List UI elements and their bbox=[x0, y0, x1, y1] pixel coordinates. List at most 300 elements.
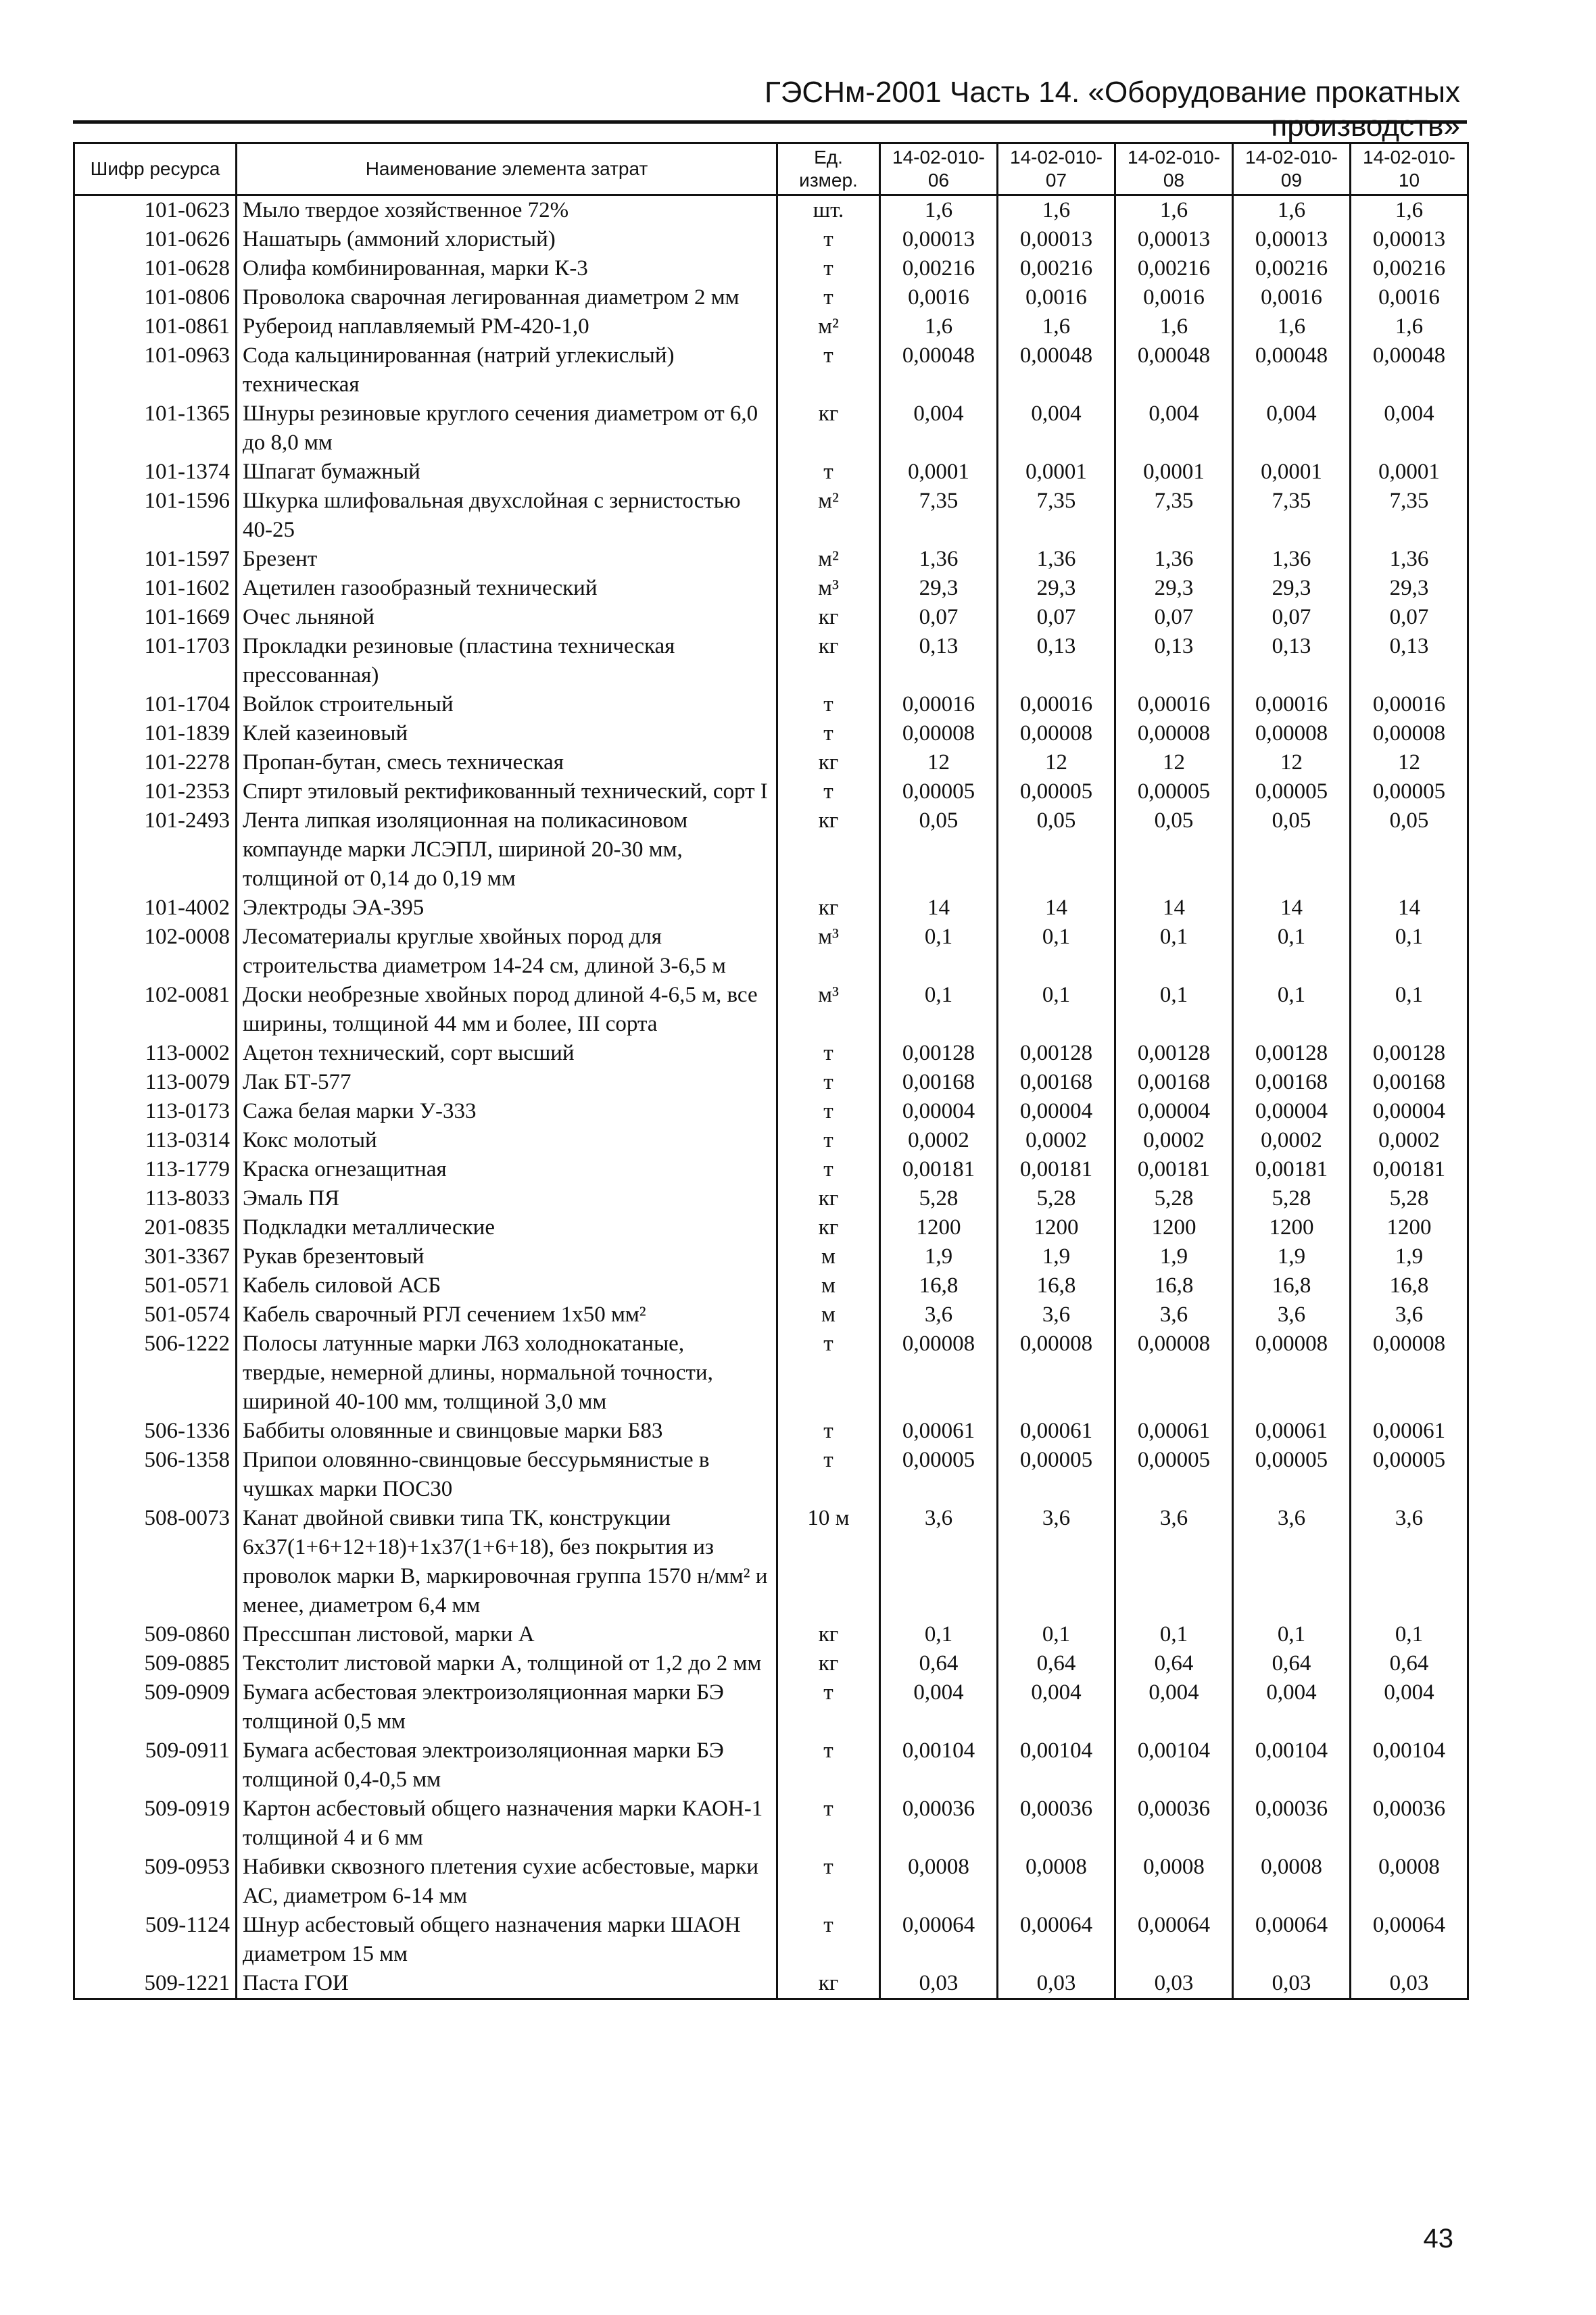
table-row bbox=[74, 283, 1468, 312]
resource-value-col-3: 0,05 bbox=[1115, 806, 1233, 894]
table-row bbox=[74, 719, 1468, 748]
resource-value-col-1: 0,13 bbox=[880, 632, 998, 690]
resource-unit: т bbox=[777, 1911, 880, 1969]
resource-unit: м bbox=[777, 1271, 880, 1300]
resource-value-col-4: 0,00013 bbox=[1233, 225, 1351, 254]
resource-value-col-5: 29,3 bbox=[1351, 574, 1468, 603]
resource-value-col-1: 0,64 bbox=[880, 1649, 998, 1678]
resource-code: 113-0002 bbox=[74, 1039, 237, 1068]
table-row bbox=[74, 1911, 1468, 1969]
resource-value-col-1: 1,6 bbox=[880, 312, 998, 341]
resource-unit: т bbox=[777, 254, 880, 283]
table-row bbox=[74, 1649, 1468, 1678]
resource-value-col-5: 0,00005 bbox=[1351, 777, 1468, 806]
resource-name: Электроды ЭА-395 bbox=[237, 894, 777, 923]
page-number: 43 bbox=[1423, 2224, 1453, 2253]
header-rule bbox=[73, 120, 1467, 124]
resource-value-col-1: 0,004 bbox=[880, 399, 998, 458]
resource-code: 101-4002 bbox=[74, 894, 237, 923]
resource-value-col-1: 1,36 bbox=[880, 545, 998, 574]
resource-value-col-3: 0,0002 bbox=[1115, 1126, 1233, 1155]
resource-name: Сода кальцинированная (натрий углекислый) техническая bbox=[237, 341, 777, 399]
resource-value-col-2: 1,36 bbox=[998, 545, 1115, 574]
resource-code: 509-0885 bbox=[74, 1649, 237, 1678]
resource-value-col-5: 0,13 bbox=[1351, 632, 1468, 690]
resource-value-col-5: 0,00008 bbox=[1351, 719, 1468, 748]
resource-code: 102-0008 bbox=[74, 923, 237, 981]
resource-value-col-5: 5,28 bbox=[1351, 1184, 1468, 1213]
resource-name: Лак БТ-577 bbox=[237, 1068, 777, 1097]
resource-value-col-4: 16,8 bbox=[1233, 1271, 1351, 1300]
resource-code: 509-0911 bbox=[74, 1736, 237, 1795]
resource-value-col-4: 1,9 bbox=[1233, 1242, 1351, 1271]
resource-value-col-3: 0,00104 bbox=[1115, 1736, 1233, 1795]
resource-name: Спирт этиловый ректификованный технический, сорт I bbox=[237, 777, 777, 806]
resource-value-col-3: 0,004 bbox=[1115, 399, 1233, 458]
resource-value-col-4: 0,004 bbox=[1233, 1678, 1351, 1736]
resource-value-col-2: 0,00036 bbox=[998, 1795, 1115, 1853]
resource-value-col-4: 0,05 bbox=[1233, 806, 1351, 894]
resource-value-col-4: 0,00061 bbox=[1233, 1417, 1351, 1446]
page-header-title: ГЭСНм-2001 Часть 14. «Оборудование прокатных производств» bbox=[764, 76, 1460, 143]
resource-unit: кг bbox=[777, 632, 880, 690]
resource-value-col-5: 0,00104 bbox=[1351, 1736, 1468, 1795]
resource-value-col-2: 3,6 bbox=[998, 1504, 1115, 1620]
resource-unit: т bbox=[777, 1417, 880, 1446]
resource-value-col-1: 0,1 bbox=[880, 1620, 998, 1649]
resource-code: 101-2493 bbox=[74, 806, 237, 894]
resource-value-col-2: 12 bbox=[998, 748, 1115, 777]
resource-value-col-3: 0,0008 bbox=[1115, 1853, 1233, 1911]
resource-value-col-3: 0,00048 bbox=[1115, 341, 1233, 399]
resource-name: Прессшпан листовой, марки А bbox=[237, 1620, 777, 1649]
resource-value-col-5: 1,6 bbox=[1351, 312, 1468, 341]
table-row bbox=[74, 1271, 1468, 1300]
resource-value-col-5: 12 bbox=[1351, 748, 1468, 777]
header-col-1: 14-02-010-06 bbox=[880, 143, 998, 195]
resource-value-col-5: 0,0002 bbox=[1351, 1126, 1468, 1155]
resource-value-col-3: 0,00008 bbox=[1115, 1330, 1233, 1417]
resource-code: 508-0073 bbox=[74, 1504, 237, 1620]
resource-value-col-1: 0,00048 bbox=[880, 341, 998, 399]
resource-value-col-1: 29,3 bbox=[880, 574, 998, 603]
resource-unit: 10 м bbox=[777, 1504, 880, 1620]
resource-value-col-5: 0,03 bbox=[1351, 1969, 1468, 1999]
resource-value-col-4: 0,00168 bbox=[1233, 1068, 1351, 1097]
resource-code: 501-0571 bbox=[74, 1271, 237, 1300]
resource-value-col-5: 0,00216 bbox=[1351, 254, 1468, 283]
resource-value-col-4: 0,00005 bbox=[1233, 777, 1351, 806]
resource-value-col-3: 0,00216 bbox=[1115, 254, 1233, 283]
resource-unit: т bbox=[777, 690, 880, 719]
resource-name: Набивки сквозного плетения сухие асбестовые, марки АС, диаметром 6-14 мм bbox=[237, 1853, 777, 1911]
resource-value-col-1: 3,6 bbox=[880, 1300, 998, 1330]
resource-value-col-4: 3,6 bbox=[1233, 1300, 1351, 1330]
resource-name: Пропан-бутан, смесь техническая bbox=[237, 748, 777, 777]
resource-value-col-2: 7,35 bbox=[998, 487, 1115, 545]
table-row bbox=[74, 894, 1468, 923]
table-row bbox=[74, 458, 1468, 487]
table-header-row bbox=[74, 143, 1468, 195]
table-row bbox=[74, 1795, 1468, 1853]
table-row bbox=[74, 1068, 1468, 1097]
resource-value-col-5: 0,00128 bbox=[1351, 1039, 1468, 1068]
resource-value-col-5: 1,36 bbox=[1351, 545, 1468, 574]
resource-value-col-2: 0,03 bbox=[998, 1969, 1115, 1999]
resource-value-col-5: 0,0001 bbox=[1351, 458, 1468, 487]
resource-name: Текстолит листовой марки А, толщиной от 1,2 до 2 мм bbox=[237, 1649, 777, 1678]
resource-unit: м³ bbox=[777, 981, 880, 1039]
resource-value-col-2: 0,13 bbox=[998, 632, 1115, 690]
table-row bbox=[74, 195, 1468, 226]
resource-value-col-3: 1,6 bbox=[1115, 312, 1233, 341]
resource-name: Прокладки резиновые (пластина техническая прессованная) bbox=[237, 632, 777, 690]
resource-name: Проволока сварочная легированная диаметром 2 мм bbox=[237, 283, 777, 312]
resource-name: Краска огнезащитная bbox=[237, 1155, 777, 1184]
resource-unit: т bbox=[777, 458, 880, 487]
resource-value-col-4: 0,1 bbox=[1233, 1620, 1351, 1649]
resource-code: 102-0081 bbox=[74, 981, 237, 1039]
resource-value-col-3: 0,00128 bbox=[1115, 1039, 1233, 1068]
resource-name: Лесоматериалы круглые хвойных пород для строительства диаметром 14-24 см, длиной 3-6,5 м bbox=[237, 923, 777, 981]
resource-code: 113-0173 bbox=[74, 1097, 237, 1126]
resource-unit: кг bbox=[777, 1184, 880, 1213]
resource-value-col-1: 0,004 bbox=[880, 1678, 998, 1736]
resource-unit: м bbox=[777, 1300, 880, 1330]
resource-name: Полосы латунные марки Л63 холоднокатаные, твердые, немерной длины, нормальной точности, шириной 40-100 мм, толщиной 3,0 мм bbox=[237, 1330, 777, 1417]
resource-name: Шнур асбестовый общего назначения марки ШАОН диаметром 15 мм bbox=[237, 1911, 777, 1969]
resource-name: Доски необрезные хвойных пород длиной 4-6,5 м, все ширины, толщиной 44 мм и более, III сорта bbox=[237, 981, 777, 1039]
resource-code: 113-0079 bbox=[74, 1068, 237, 1097]
resource-value-col-4: 0,00048 bbox=[1233, 341, 1351, 399]
resource-name: Канат двойной свивки типа ТК, конструкции 6х37(1+6+12+18)+1х37(1+6+18), без покрытия из проволок марки В, маркировочная группа 1570 н/мм² и менее, диаметром 6,4 мм bbox=[237, 1504, 777, 1620]
resource-value-col-4: 0,0008 bbox=[1233, 1853, 1351, 1911]
resource-name: Рукав брезентовый bbox=[237, 1242, 777, 1271]
resource-value-col-2: 0,00064 bbox=[998, 1911, 1115, 1969]
resource-unit: т bbox=[777, 1068, 880, 1097]
resource-unit: кг bbox=[777, 1620, 880, 1649]
resource-name: Бумага асбестовая электроизоляционная марки БЭ толщиной 0,4-0,5 мм bbox=[237, 1736, 777, 1795]
resource-value-col-2: 1,9 bbox=[998, 1242, 1115, 1271]
resource-value-col-4: 12 bbox=[1233, 748, 1351, 777]
table-row bbox=[74, 1417, 1468, 1446]
table-row bbox=[74, 487, 1468, 545]
resource-value-col-5: 0,00008 bbox=[1351, 1330, 1468, 1417]
resource-value-col-1: 14 bbox=[880, 894, 998, 923]
resource-unit: кг bbox=[777, 1213, 880, 1242]
resource-unit: м³ bbox=[777, 923, 880, 981]
resource-value-col-1: 1,6 bbox=[880, 195, 998, 226]
resource-value-col-1: 0,00008 bbox=[880, 1330, 998, 1417]
header-name: Наименование элемента затрат bbox=[237, 143, 777, 195]
resource-value-col-5: 0,004 bbox=[1351, 399, 1468, 458]
resource-value-col-3: 0,00168 bbox=[1115, 1068, 1233, 1097]
table-row bbox=[74, 341, 1468, 399]
resource-value-col-2: 0,004 bbox=[998, 399, 1115, 458]
resource-value-col-1: 0,00004 bbox=[880, 1097, 998, 1126]
resource-name: Очес льняной bbox=[237, 603, 777, 632]
table-row bbox=[74, 1242, 1468, 1271]
resource-value-col-5: 0,00181 bbox=[1351, 1155, 1468, 1184]
header-code: Шифр ресурса bbox=[74, 143, 237, 195]
resource-value-col-5: 1,6 bbox=[1351, 195, 1468, 226]
resource-value-col-2: 0,0001 bbox=[998, 458, 1115, 487]
resource-code: 101-1596 bbox=[74, 487, 237, 545]
table-row bbox=[74, 1330, 1468, 1417]
resource-code: 113-0314 bbox=[74, 1126, 237, 1155]
resource-value-col-2: 1,6 bbox=[998, 195, 1115, 226]
resource-value-col-3: 0,00013 bbox=[1115, 225, 1233, 254]
resource-value-col-1: 0,0002 bbox=[880, 1126, 998, 1155]
resource-name: Брезент bbox=[237, 545, 777, 574]
table-row bbox=[74, 806, 1468, 894]
resource-unit: т bbox=[777, 1446, 880, 1504]
resource-value-col-4: 1,6 bbox=[1233, 312, 1351, 341]
header-col-4: 14-02-010-09 bbox=[1233, 143, 1351, 195]
resource-value-col-1: 0,00005 bbox=[880, 1446, 998, 1504]
resource-code: 101-0626 bbox=[74, 225, 237, 254]
resource-value-col-3: 0,00016 bbox=[1115, 690, 1233, 719]
resource-value-col-1: 1,9 bbox=[880, 1242, 998, 1271]
resource-value-col-5: 16,8 bbox=[1351, 1271, 1468, 1300]
resource-value-col-3: 0,00181 bbox=[1115, 1155, 1233, 1184]
resource-value-col-3: 14 bbox=[1115, 894, 1233, 923]
resource-value-col-5: 0,64 bbox=[1351, 1649, 1468, 1678]
header-col-3: 14-02-010-08 bbox=[1115, 143, 1233, 195]
resource-value-col-5: 0,00013 bbox=[1351, 225, 1468, 254]
resource-name: Эмаль ПЯ bbox=[237, 1184, 777, 1213]
resource-value-col-5: 1,9 bbox=[1351, 1242, 1468, 1271]
resource-unit: т bbox=[777, 777, 880, 806]
resource-value-col-4: 0,00036 bbox=[1233, 1795, 1351, 1853]
table-row bbox=[74, 777, 1468, 806]
resource-value-col-4: 0,07 bbox=[1233, 603, 1351, 632]
resource-value-col-1: 0,00104 bbox=[880, 1736, 998, 1795]
resource-unit: м² bbox=[777, 312, 880, 341]
resource-value-col-1: 0,00216 bbox=[880, 254, 998, 283]
resource-unit: м bbox=[777, 1242, 880, 1271]
resource-unit: м² bbox=[777, 545, 880, 574]
resource-value-col-5: 0,00064 bbox=[1351, 1911, 1468, 1969]
resource-value-col-3: 0,00008 bbox=[1115, 719, 1233, 748]
resource-unit: т bbox=[777, 341, 880, 399]
resource-value-col-3: 0,00004 bbox=[1115, 1097, 1233, 1126]
table-row bbox=[74, 632, 1468, 690]
resource-value-col-5: 0,00061 bbox=[1351, 1417, 1468, 1446]
resource-name: Кабель сварочный РГЛ сечением 1х50 мм² bbox=[237, 1300, 777, 1330]
resource-value-col-1: 7,35 bbox=[880, 487, 998, 545]
resource-value-col-5: 0,004 bbox=[1351, 1678, 1468, 1736]
resource-name: Паста ГОИ bbox=[237, 1969, 777, 1999]
resource-value-col-2: 0,05 bbox=[998, 806, 1115, 894]
resource-value-col-3: 1,9 bbox=[1115, 1242, 1233, 1271]
resource-code: 101-1669 bbox=[74, 603, 237, 632]
resource-code: 101-1602 bbox=[74, 574, 237, 603]
resource-unit: т bbox=[777, 225, 880, 254]
resource-code: 101-1597 bbox=[74, 545, 237, 574]
resource-code: 509-0860 bbox=[74, 1620, 237, 1649]
resource-unit: т bbox=[777, 1678, 880, 1736]
resource-value-col-1: 0,1 bbox=[880, 923, 998, 981]
table-row bbox=[74, 1446, 1468, 1504]
resource-value-col-2: 0,00008 bbox=[998, 719, 1115, 748]
table-row bbox=[74, 748, 1468, 777]
resource-name: Шнуры резиновые круглого сечения диаметром от 6,0 до 8,0 мм bbox=[237, 399, 777, 458]
resource-value-col-4: 0,13 bbox=[1233, 632, 1351, 690]
resource-value-col-2: 1,6 bbox=[998, 312, 1115, 341]
resource-value-col-5: 3,6 bbox=[1351, 1504, 1468, 1620]
table-row bbox=[74, 1097, 1468, 1126]
resource-value-col-3: 0,64 bbox=[1115, 1649, 1233, 1678]
header-unit: Ед. измер. bbox=[777, 143, 880, 195]
resource-value-col-1: 0,00181 bbox=[880, 1155, 998, 1184]
table-row bbox=[74, 923, 1468, 981]
resource-code: 101-2353 bbox=[74, 777, 237, 806]
resource-value-col-2: 16,8 bbox=[998, 1271, 1115, 1300]
resource-value-col-3: 0,1 bbox=[1115, 1620, 1233, 1649]
resource-value-col-5: 14 bbox=[1351, 894, 1468, 923]
resource-unit: кг bbox=[777, 806, 880, 894]
table-row bbox=[74, 1126, 1468, 1155]
resource-name: Ацетон технический, сорт высший bbox=[237, 1039, 777, 1068]
resource-code: 101-1365 bbox=[74, 399, 237, 458]
resource-value-col-1: 0,0001 bbox=[880, 458, 998, 487]
resource-unit: кг bbox=[777, 603, 880, 632]
table-row bbox=[74, 1969, 1468, 1999]
resource-value-col-2: 0,00168 bbox=[998, 1068, 1115, 1097]
resource-value-col-3: 0,03 bbox=[1115, 1969, 1233, 1999]
resource-value-col-5: 7,35 bbox=[1351, 487, 1468, 545]
resource-value-col-1: 5,28 bbox=[880, 1184, 998, 1213]
resource-value-col-5: 0,00168 bbox=[1351, 1068, 1468, 1097]
resource-value-col-4: 5,28 bbox=[1233, 1184, 1351, 1213]
resource-code: 101-0623 bbox=[74, 195, 237, 226]
resource-value-col-3: 0,004 bbox=[1115, 1678, 1233, 1736]
resource-value-col-2: 0,004 bbox=[998, 1678, 1115, 1736]
resource-unit: м³ bbox=[777, 574, 880, 603]
resource-name: Олифа комбинированная, марки К-3 bbox=[237, 254, 777, 283]
resource-value-col-3: 0,0001 bbox=[1115, 458, 1233, 487]
resource-code: 301-3367 bbox=[74, 1242, 237, 1271]
resource-value-col-1: 3,6 bbox=[880, 1504, 998, 1620]
resource-value-col-3: 5,28 bbox=[1115, 1184, 1233, 1213]
table-row bbox=[74, 1504, 1468, 1620]
resource-value-col-2: 0,1 bbox=[998, 981, 1115, 1039]
resource-value-col-4: 7,35 bbox=[1233, 487, 1351, 545]
resource-unit: кг bbox=[777, 894, 880, 923]
resource-value-col-2: 0,00128 bbox=[998, 1039, 1115, 1068]
resource-name: Баббиты оловянные и свинцовые марки Б83 bbox=[237, 1417, 777, 1446]
resource-unit: т bbox=[777, 283, 880, 312]
resource-code: 101-0806 bbox=[74, 283, 237, 312]
resource-value-col-2: 0,00104 bbox=[998, 1736, 1115, 1795]
resource-code: 101-2278 bbox=[74, 748, 237, 777]
resource-value-col-2: 0,00216 bbox=[998, 254, 1115, 283]
resource-code: 113-1779 bbox=[74, 1155, 237, 1184]
resource-value-col-4: 0,1 bbox=[1233, 981, 1351, 1039]
resource-value-col-5: 0,0008 bbox=[1351, 1853, 1468, 1911]
resource-value-col-2: 0,64 bbox=[998, 1649, 1115, 1678]
resource-value-col-1: 0,00168 bbox=[880, 1068, 998, 1097]
resource-value-col-3: 16,8 bbox=[1115, 1271, 1233, 1300]
resource-value-col-4: 14 bbox=[1233, 894, 1351, 923]
resource-value-col-2: 0,00048 bbox=[998, 341, 1115, 399]
header-col-5: 14-02-010-10 bbox=[1351, 143, 1468, 195]
resource-unit: кг bbox=[777, 1649, 880, 1678]
resource-value-col-1: 0,00036 bbox=[880, 1795, 998, 1853]
resource-value-col-3: 0,00036 bbox=[1115, 1795, 1233, 1853]
header-col-2: 14-02-010-07 bbox=[998, 143, 1115, 195]
resource-value-col-1: 0,00016 bbox=[880, 690, 998, 719]
resource-code: 501-0574 bbox=[74, 1300, 237, 1330]
resource-value-col-5: 0,00048 bbox=[1351, 341, 1468, 399]
resource-value-col-2: 0,00061 bbox=[998, 1417, 1115, 1446]
resource-value-col-1: 0,00064 bbox=[880, 1911, 998, 1969]
resource-value-col-4: 0,00005 bbox=[1233, 1446, 1351, 1504]
table-row bbox=[74, 981, 1468, 1039]
resource-value-col-3: 1,6 bbox=[1115, 195, 1233, 226]
resource-value-col-4: 0,0001 bbox=[1233, 458, 1351, 487]
resource-value-col-5: 0,1 bbox=[1351, 1620, 1468, 1649]
resource-value-col-2: 0,07 bbox=[998, 603, 1115, 632]
resource-value-col-1: 0,00128 bbox=[880, 1039, 998, 1068]
resource-value-col-4: 1,36 bbox=[1233, 545, 1351, 574]
table-row bbox=[74, 254, 1468, 283]
table-row bbox=[74, 225, 1468, 254]
resource-value-col-3: 0,00005 bbox=[1115, 1446, 1233, 1504]
resource-value-col-2: 0,00005 bbox=[998, 777, 1115, 806]
resource-value-col-1: 0,0008 bbox=[880, 1853, 998, 1911]
resource-value-col-1: 16,8 bbox=[880, 1271, 998, 1300]
resource-value-col-3: 7,35 bbox=[1115, 487, 1233, 545]
resource-value-col-3: 3,6 bbox=[1115, 1504, 1233, 1620]
resource-name: Шкурка шлифовальная двухслойная с зернистостью 40-25 bbox=[237, 487, 777, 545]
resource-value-col-5: 0,1 bbox=[1351, 981, 1468, 1039]
resource-value-col-4: 0,00008 bbox=[1233, 1330, 1351, 1417]
resource-value-col-2: 3,6 bbox=[998, 1300, 1115, 1330]
resource-value-col-4: 1,6 bbox=[1233, 195, 1351, 226]
resource-value-col-2: 1200 bbox=[998, 1213, 1115, 1242]
resource-value-col-3: 0,1 bbox=[1115, 981, 1233, 1039]
resource-value-col-4: 0,00181 bbox=[1233, 1155, 1351, 1184]
resource-value-col-5: 0,1 bbox=[1351, 923, 1468, 981]
resource-value-col-3: 0,00064 bbox=[1115, 1911, 1233, 1969]
resource-value-col-2: 0,1 bbox=[998, 923, 1115, 981]
resource-value-col-3: 0,07 bbox=[1115, 603, 1233, 632]
resource-name: Рубероид наплавляемый РМ-420-1,0 bbox=[237, 312, 777, 341]
resource-value-col-5: 0,00004 bbox=[1351, 1097, 1468, 1126]
resource-value-col-4: 0,00004 bbox=[1233, 1097, 1351, 1126]
resource-code: 509-1221 bbox=[74, 1969, 237, 1999]
resource-value-col-4: 0,1 bbox=[1233, 923, 1351, 981]
resource-value-col-5: 0,00036 bbox=[1351, 1795, 1468, 1853]
resource-value-col-3: 29,3 bbox=[1115, 574, 1233, 603]
resource-unit: т bbox=[777, 1795, 880, 1853]
resource-unit: кг bbox=[777, 748, 880, 777]
resource-unit: т bbox=[777, 719, 880, 748]
resource-code: 101-0861 bbox=[74, 312, 237, 341]
table-row bbox=[74, 603, 1468, 632]
resource-value-col-5: 0,0016 bbox=[1351, 283, 1468, 312]
resource-value-col-5: 0,00005 bbox=[1351, 1446, 1468, 1504]
resource-value-col-1: 0,00008 bbox=[880, 719, 998, 748]
table-row bbox=[74, 1155, 1468, 1184]
resource-code: 509-0953 bbox=[74, 1853, 237, 1911]
resource-unit: шт. bbox=[777, 195, 880, 226]
resource-code: 101-1703 bbox=[74, 632, 237, 690]
table-row bbox=[74, 1853, 1468, 1911]
table-row bbox=[74, 690, 1468, 719]
